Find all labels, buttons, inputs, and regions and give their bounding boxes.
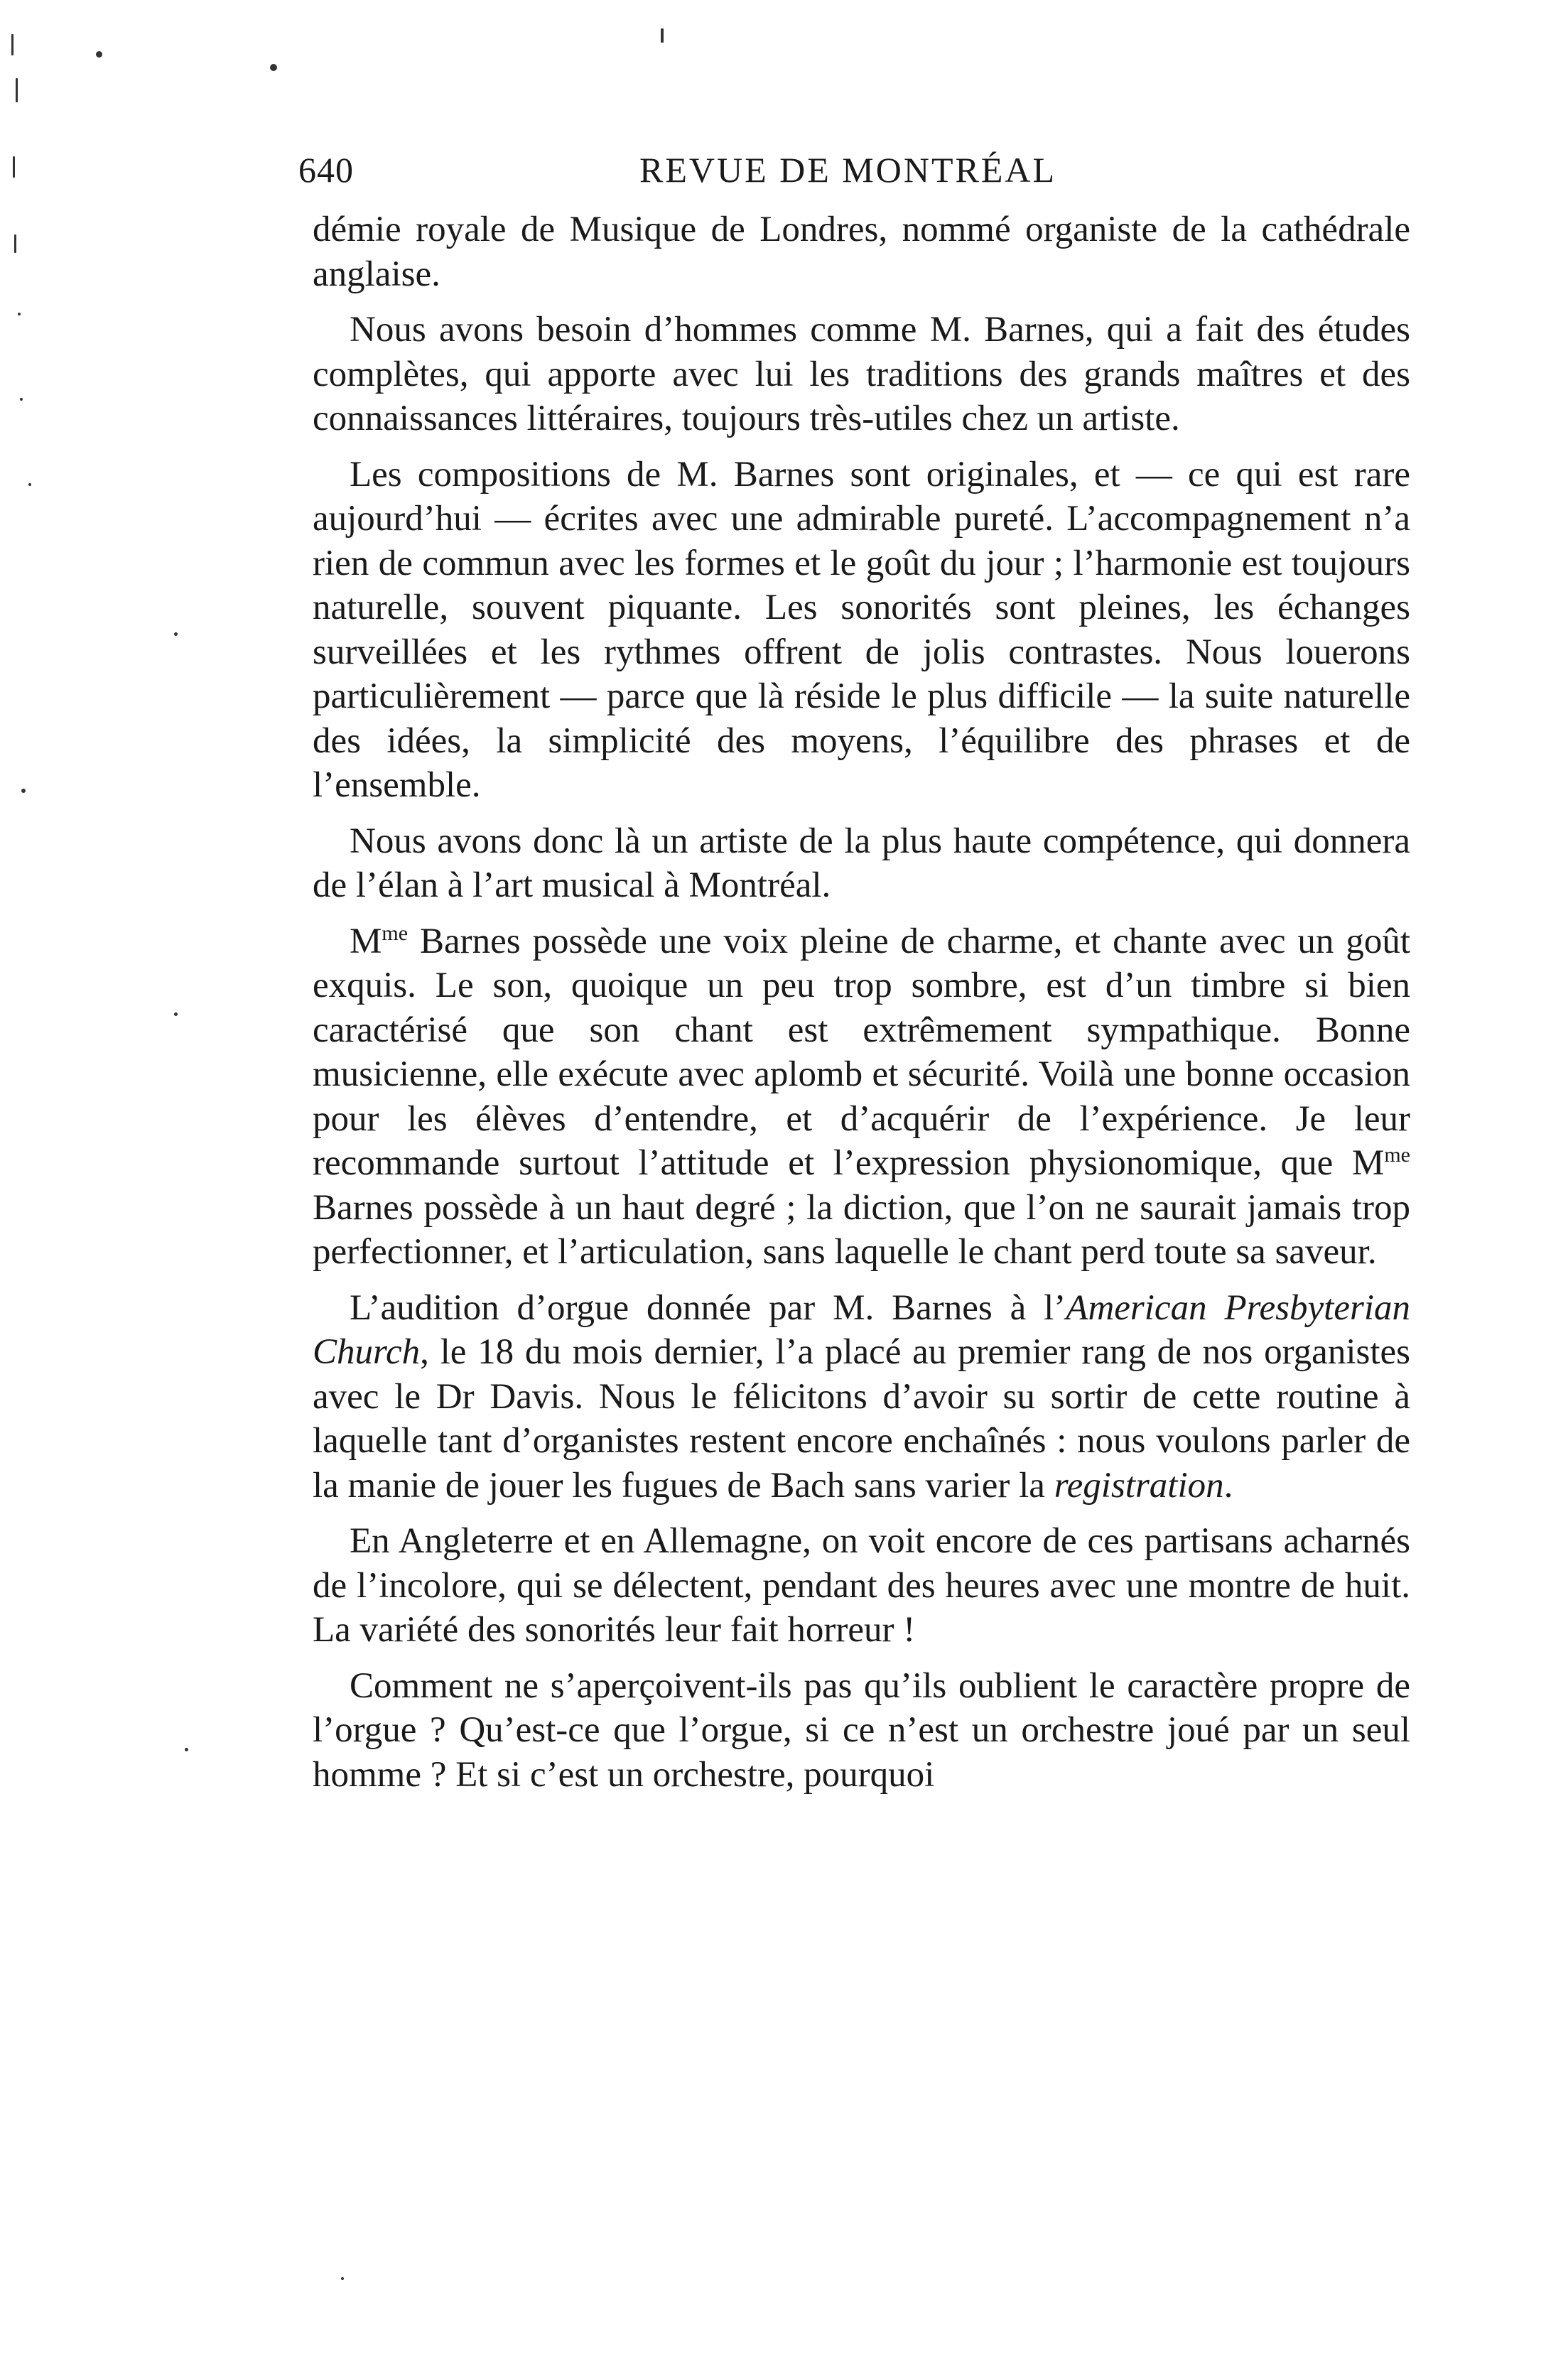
running-title: REVUE DE MONTRÉAL [639,150,1057,190]
paragraph: Nous avons donc là un artiste de la plus haute compétence, qui donnera de l’élan à l’art musical à Montréal. [313,821,1410,905]
paragraph-text: Barnes possède à un haut degré ; la diction, que l’on ne saurait jamais trop perfectionner, et l’articulation, sans laquelle le chant perd toute sa saveur. [313,1187,1410,1272]
paragraph-text: , le 18 du mois dernier, l’a placé au premier rang de nos organistes avec le Dr Davis. Nous le félicitons d’avoir su sortir de cette routine à laquelle tant d’organistes restent encore enchaînés : nous voulons parler de la manie de jouer les fugues de Bach sans varier la [313,1332,1410,1506]
paragraph-text: . [1223,1465,1233,1506]
paragraph: Nous avons besoin d’hommes comme M. Barnes, qui a fait des études complètes, qui apporte avec lui les traditions des grands maîtres et des connaissances littéraires, toujours très-utiles chez un artiste. [313,310,1410,438]
body-text [313,207,1410,1808]
paragraph-text: L’audition d’orgue donnée par M. Barnes à l’ [350,1287,1066,1328]
paragraph [313,919,1410,1275]
paragraph: En Angleterre et en Allemagne, on voit encore de ces partisans acharnés de l’incolore, qui se délectent, pendant des heures avec une montre de huit. La variété des sonorités leur fait horreur ! [313,1521,1410,1650]
title-abbrev-sup: me [382,921,409,945]
italic-church-name: American Presbyterian Church [313,1287,1410,1372]
paragraph: Comment ne s’aperçoivent-ils pas qu’ils oublient le caractère propre de l’orgue ? Qu’est-ce que l’orgue, si ce n’est un orchestre joué par un seul homme ? Et si c’est un orchestre, pourquoi [313,1665,1410,1795]
paragraph [313,1286,1410,1508]
paragraph-continued: démie royale de Musique de Londres, nommé organiste de la cathédrale anglaise. [313,210,1410,294]
page-header [298,142,1407,199]
title-abbrev: M [1351,1143,1385,1183]
italic-term: registration [1054,1465,1224,1506]
paragraph-text: Barnes possède une voix pleine de charme, et chante avec un goût exquis. Le son, quoique un peu trop sombre, est d’un timbre si bien caractérisé que son chant est extrêmement sympathique. Bonne musicienne, elle exécute avec aplomb et sécurité. Voilà une bonne occasion pour les élèves d’entendre, et d’acquérir de l’expérience. Je leur recommande surtout l’attitude et l’expression physionomique, que [313,921,1410,1183]
title-abbrev-sup: me [1384,1143,1410,1167]
page-number: 640 [298,150,354,190]
title-abbrev: M [350,921,382,961]
paragraph: Les compositions de M. Barnes sont originales, et — ce qui est rare aujourd’hui — écrites avec une admirable pureté. L’accompagnement n’a rien de commun avec les formes et le goût du jour ; l’harmonie est toujours naturelle, souvent piquante. Les sonorités sont pleines, les échanges surveillées et les rythmes offrent de jolis contrastes. Nous louerons particulièrement — parce que là réside le plus difficile — la suite naturelle des idées, la simplicité des moyens, l’équilibre des phrases et de l’ensemble. [313,454,1410,805]
